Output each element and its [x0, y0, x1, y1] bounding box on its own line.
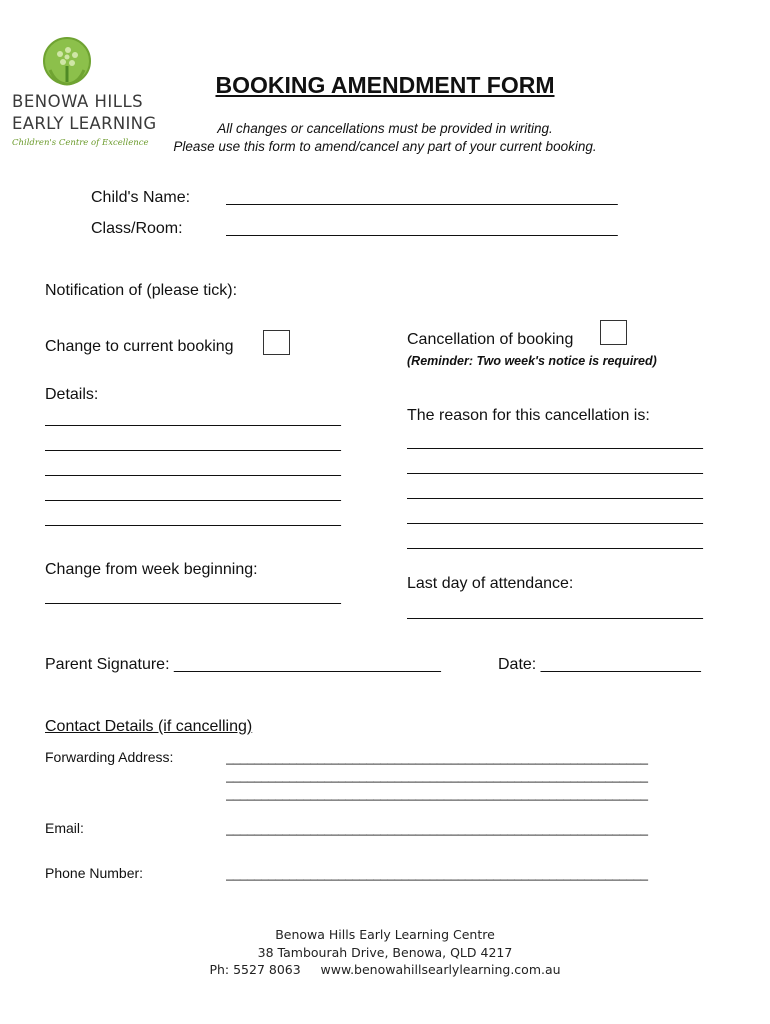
- details-line[interactable]: __________________________________: [45, 435, 341, 452]
- change-week-field[interactable]: __________________________________: [45, 588, 341, 605]
- details-line[interactable]: __________________________________: [45, 460, 341, 477]
- logo-name-line2: EARLY LEARNING: [12, 114, 157, 133]
- reason-line[interactable]: __________________________________: [407, 533, 703, 550]
- logo-name-line1: BENOWA HILLS: [12, 92, 144, 111]
- details-line[interactable]: __________________________________: [45, 485, 341, 502]
- cancel-booking-checkbox[interactable]: [600, 320, 627, 345]
- subtitle-2: Please use this form to amend/cancel any part of your current booking.: [173, 139, 597, 154]
- reason-line[interactable]: __________________________________: [407, 458, 703, 475]
- subtitle-1: All changes or cancellations must be provided in writing.: [217, 121, 553, 136]
- details-line[interactable]: __________________________________: [45, 510, 341, 527]
- last-day-label: Last day of attendance:: [407, 575, 574, 592]
- class-room-label: Class/Room:: [91, 220, 183, 237]
- reason-line[interactable]: __________________________________: [407, 483, 703, 500]
- footer-address: 38 Tambourah Drive, Benowa, QLD 4217: [257, 945, 513, 960]
- change-week-label: Change from week beginning:: [45, 561, 258, 578]
- email-label: Email:: [45, 820, 84, 836]
- footer-centre-name: Benowa Hills Early Learning Centre: [275, 927, 495, 942]
- notification-label: Notification of (please tick):: [45, 282, 238, 299]
- forwarding-address-line[interactable]: ____________________________________________________________: [226, 786, 648, 801]
- form-title: BOOKING AMENDMENT FORM: [215, 72, 555, 98]
- date-field[interactable]: Date: __________________: [498, 656, 701, 673]
- details-line[interactable]: __________________________________: [45, 410, 341, 427]
- last-day-field[interactable]: __________________________________: [407, 603, 703, 620]
- phone-field[interactable]: ____________________________________________________________: [226, 866, 648, 881]
- reason-line[interactable]: __________________________________: [407, 433, 703, 450]
- cancel-booking-label: Cancellation of booking: [407, 331, 574, 348]
- email-field[interactable]: ____________________________________________________________: [226, 821, 648, 836]
- class-room-field[interactable]: _____________________________________________: [226, 220, 618, 237]
- details-label: Details:: [45, 386, 99, 403]
- forwarding-address-line[interactable]: ____________________________________________________________: [226, 768, 648, 783]
- reason-line[interactable]: __________________________________: [407, 508, 703, 525]
- reason-label: The reason for this cancellation is:: [407, 407, 650, 424]
- change-booking-checkbox[interactable]: [263, 330, 290, 355]
- forwarding-address-line[interactable]: ____________________________________________________________: [226, 750, 648, 765]
- footer-contact: Ph: 5527 8063 www.benowahillsearlylearning.com.au: [209, 962, 561, 977]
- forwarding-address-label: Forwarding Address:: [45, 749, 174, 765]
- logo-tagline: Children's Centre of Excellence: [12, 138, 149, 148]
- parent-signature-field[interactable]: Parent Signature: ______________________________: [45, 656, 441, 673]
- change-booking-label: Change to current booking: [45, 338, 234, 355]
- contact-heading: Contact Details (if cancelling): [45, 718, 253, 735]
- phone-label: Phone Number:: [45, 865, 144, 881]
- cancellation-reminder: (Reminder: Two week's notice is required): [407, 354, 657, 368]
- child-name-field[interactable]: _____________________________________________: [226, 189, 618, 206]
- child-name-label: Child's Name:: [91, 189, 191, 206]
